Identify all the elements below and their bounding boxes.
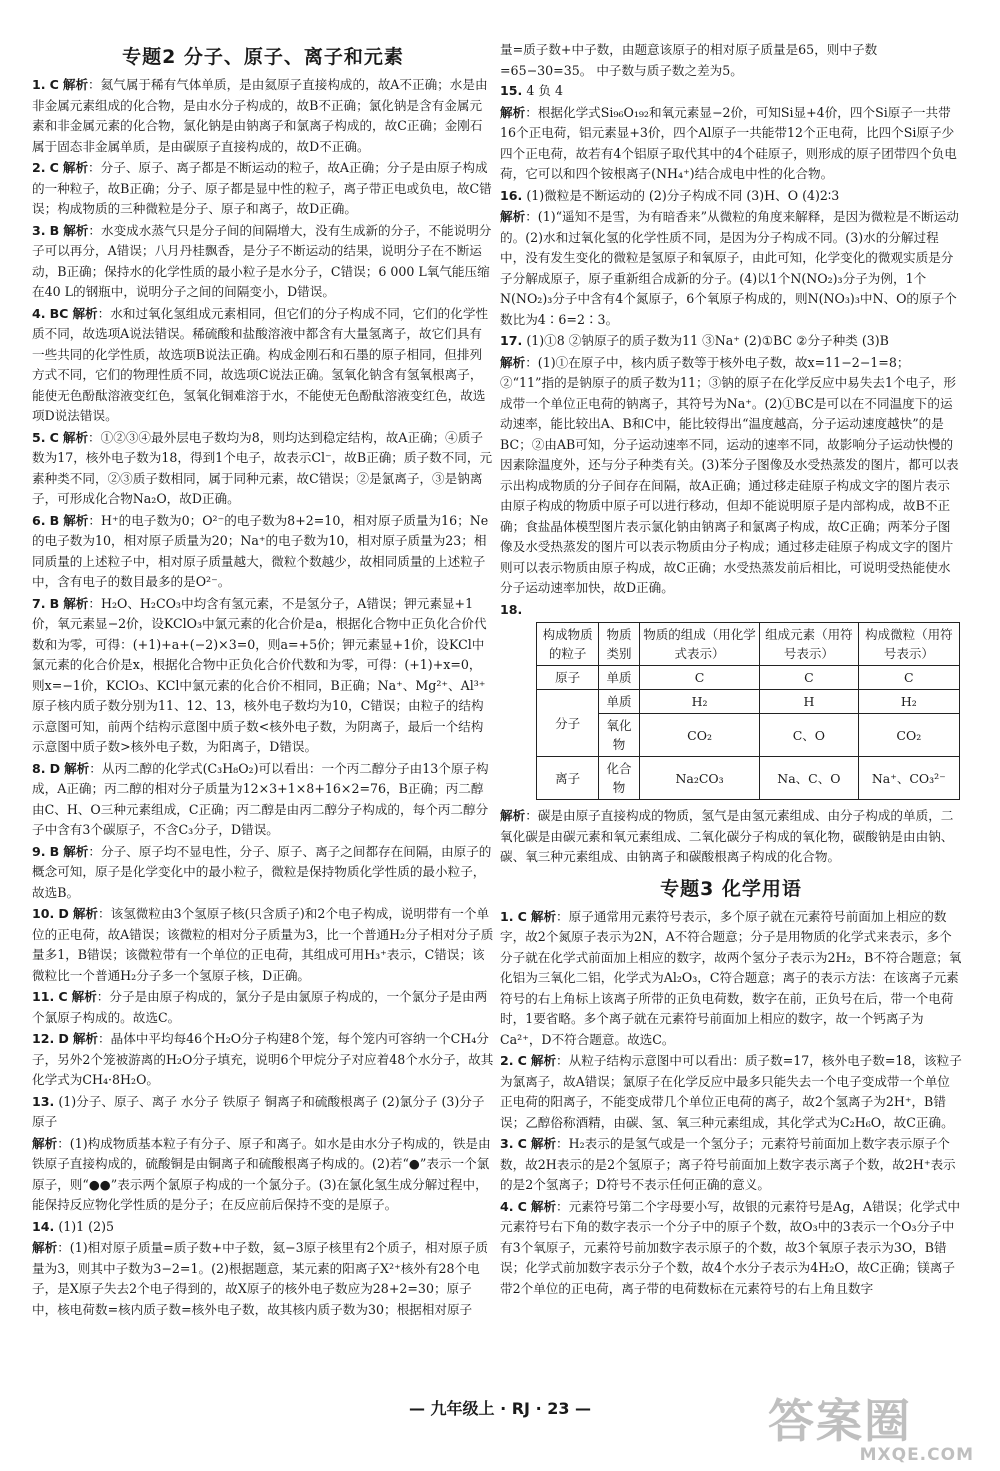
text: ：碳是由原子直接构成的物质，氢气是由氢元素组成、由分子构成的单质，二氧化碳是由碳元素和氧元素组成、二氧化碳分子构成的氧化物，碳酸钠是由由钠、碳、氧三种元素组成、由钠离子和碳酸根离子构成的化合物。	[500, 808, 954, 864]
table-header-cell: 物质的组成（用化学式表示）	[639, 623, 759, 666]
answer-item	[32, 904, 494, 986]
answer-text: 4 负 4	[526, 83, 563, 98]
table-cell: 原子	[537, 666, 599, 690]
question-number: 11.	[32, 989, 55, 1004]
question-number: 1.	[32, 77, 46, 92]
answer-item	[32, 759, 494, 841]
answer-choice: B	[49, 595, 60, 611]
answer-text: ：分子是由原子构成的，氯分子是由氯原子构成的，一个氯分子是由两个氯原子构成的。故选C。	[32, 989, 488, 1025]
answer-text: ：(1)相对原子质量=质子数+中子数，氦−3原子核里有2个质子，相对原子质量为3，则其中子数为3−2=1。(2)根据题意，某元素的阳离子X²⁺核外有28个电子，是X原子失去2个电子得到的，故X原子的核外电子数应为28+2=30；原子中，核电荷数=核内质子数=核外电子数，故其核内质子数为30；根据相对原子	[32, 1240, 488, 1317]
q18-explanation	[500, 806, 962, 868]
question-number: 14.	[32, 1218, 55, 1234]
answer-item	[32, 594, 494, 758]
analysis-label: 解析	[32, 1240, 58, 1255]
answer-text: ：H₂O、H₂CO₃中均含有氢元素，不是氢分子，A错误；钾元素显+1价，氧元素显−2价，设KClO₃中氯元素的化合价是a，根据化合物中正负化合价代数和为零，可得：(+1)+a+(−2)×3=0，则a=+5价；钾元素显+1价，设KCl中氯元素的化合价是x，根据化合物中正负化合价代数和为零，可得：(+1)+x=0，则x=−1价，KClO₃、KCl中氯元素的化合价不相同，B正确；Na⁺、Mg²⁺、Al³⁺原子核内质子数分别为11、12、13，核外电子数均为10，C错误；由粒子的结构示意图可知，前两个结构示意图中质子数<核外电子数，为阴离子，最后一个结构示意图中质子数>核外电子数，为阳离子，D错误。	[32, 595, 487, 754]
answer-choice: C	[517, 908, 527, 924]
answer-text: (1)1 (2)5	[58, 1218, 115, 1234]
answer-item	[500, 600, 962, 621]
answer-item	[500, 103, 962, 185]
answer-item	[32, 1029, 494, 1091]
table-header-cell: 构成物质的粒子	[537, 623, 599, 666]
answer-item	[500, 186, 962, 207]
question-number: 15.	[500, 83, 523, 98]
watermark-url: MXQE.COM	[859, 1445, 974, 1465]
answer-item	[500, 331, 962, 352]
question-number: 12.	[32, 1031, 55, 1046]
answer-text: ：氦气属于稀有气体单质，是由氦原子直接构成的，故A不正确；水是由非金属元素组成的化合物，是由水分子构成的，故B不正确；氯化钠是含有金属元素和非金属元素的化合物，氯化钠是由钠离子和氯离子构成的，故C正确；金刚石属于固态非金属单质，是由碳原子直接构成的，故D不正确。	[32, 77, 488, 154]
answer-item	[32, 75, 494, 157]
answer-item	[32, 1217, 494, 1238]
question-number: 4.	[500, 1198, 514, 1214]
table-cell: C、O	[760, 714, 858, 757]
answer-choice: D	[49, 760, 61, 776]
answer-text: ：分子、原子、离子都是不断运动的粒子，故A正确；分子是由原子构成的一种粒子，故B正确；分子、原子都是显中性的粒子，离子带正电或负电，故C错误；构成物质的三种微粒是分子、原子和离子，故D正确。	[32, 160, 492, 216]
question-number: 18.	[500, 601, 523, 617]
analysis-label: 解析	[500, 354, 526, 370]
section-title-3: 专题3 化学用语	[660, 877, 802, 900]
table-cell: CO₂	[639, 714, 759, 757]
page-footer: — 九年级上 · RJ · 23 —	[408, 1399, 592, 1418]
analysis-label: 解析	[63, 222, 89, 238]
answer-item	[32, 1134, 494, 1216]
analysis-label: 解析	[530, 1053, 557, 1068]
answer-item	[32, 1238, 494, 1320]
answer-choice: B	[49, 843, 60, 859]
answer-item	[32, 158, 494, 220]
answer-item	[32, 842, 494, 904]
answer-choice: BC	[49, 305, 69, 321]
answer-choice: C	[517, 1198, 527, 1214]
watermark-logo	[768, 1385, 978, 1465]
answer-text: ：该氢微粒由3个氢原子核(只含质子)和2个电子构成，说明带有一个单位的正电荷，故A错误；该微粒的相对分子质量为3，比一个普通H₂分子相对分子质量多1，B错误；该微粒带有一个单位的正电荷，其组成可用H₃⁺表示，C错误；该微粒比一个普通H₂分子多一个氢原子核，D正确。	[32, 906, 494, 983]
analysis-label: 解析	[72, 906, 98, 921]
answer-text: (1)微粒是不断运动的 (2)分子构成不同 (3)H、O (4)2∶3	[526, 187, 840, 203]
question-number: 5.	[32, 429, 46, 445]
analysis-label: 解析	[71, 989, 97, 1004]
analysis-label: 解析	[64, 760, 90, 776]
answer-text: ：晶体中平均每46个H₂O分子构建8个笼，每个笼内可容纳一个CH₄分子，另外2个笼被游离的H₂O分子填充，说明6个甲烷分子对应着48个水分子，故其化学式为CH₄·8H₂O。	[32, 1031, 494, 1087]
table-cell: Na、C、O	[760, 757, 858, 800]
question-number: 1.	[500, 908, 514, 924]
answer-choice: B	[49, 512, 60, 528]
table-cell: Na⁺、CO₃²⁻	[858, 757, 959, 800]
answer-item	[32, 428, 494, 510]
table-cell: C	[639, 666, 759, 690]
table-cell: C	[760, 666, 858, 690]
table-row	[537, 690, 960, 714]
answer-text: ：原子通常用元素符号表示，多个原子就在元素符号前面加上相应的数字，故2个氮原子表示为2N，A不符合题意；分子是用物质的化学式来表示，多个分子就在化学式前面加上相应的数字，故两个氢分子表示为2H₂，B不符合题意；氧化铝为三氧化二铝，化学式为Al₂O₃，C符合题意；离子的表示方法：在该离子元素符号的右上角标上该离子所带的正负电荷数，数字在前，正负号在后，带一个电荷时，1要省略。多个离子就在元素符号前面加上相应的数字，故一个钙离子为Ca²⁺，D不符合题意。故选C。	[500, 908, 962, 1047]
answer-text: ：分子、原子均不显电性，分子、原子、离子之间都存在间隔，由原子的概念可知，原子是化学变化中的最小粒子，微粒是保持物质化学性质的最小粒子，故选B。	[32, 843, 492, 900]
analysis-label: 解析	[62, 77, 89, 92]
question-number: 16.	[500, 187, 523, 203]
table-cell: 分子	[537, 690, 599, 757]
answer-text: ：根据化学式Si₉₆O₁₉₂和氧元素显−2价，可知Si显+4价，四个Si原子一共带16个正电荷，铝元素显+3价，四个Al原子一共能带12个正电荷，比四个Si原子少四个正电荷，故若有4个铝原子取代其中的4个硅原子，则形成的原子团带四个负电荷，它可以和四个铵根离子(NH₄⁺)结合成电中性的化合物。	[500, 104, 957, 181]
continuation-text: 量=质子数+中子数，由题意该原子的相对原子质量是65，则中子数=65−30=35。 中子数与质子数之差为5。	[500, 42, 878, 78]
table-cell: H₂	[639, 690, 759, 714]
table-cell: 离子	[537, 757, 599, 800]
answer-text: ：H⁺的电子数为0；O²⁻的电子数为8+2=10，相对原子质量为16；Ne的电子数为10，相对原子质量为20；Na⁺的电子数为10，相对原子质量为23；相同质量的上述粒子中，相对原子质量越大，微粒个数越少，故相同质量的上述粒子中，含有电子的数目最多的是O²⁻。	[32, 512, 489, 589]
analysis-label: 解析	[530, 1198, 557, 1214]
question-number: 10.	[32, 906, 55, 921]
right-column	[500, 40, 962, 1300]
table-cell: H₂	[858, 690, 959, 714]
table-cell: C	[858, 666, 959, 690]
table-header-cell: 构成微粒（用符号表示）	[858, 623, 959, 666]
answer-item	[500, 907, 962, 1051]
answer-text: (1)①8 ②钠原子的质子数为11 ③Na⁺ (2)①BC ②分子种类 (3)B	[526, 333, 889, 348]
watermark-text: 答案圈	[768, 1394, 912, 1448]
table-cell: H	[760, 690, 858, 714]
answer-item	[500, 1051, 962, 1133]
answer-text: ：元素符号第二个字母要小写，故银的元素符号是Ag，A错误；化学式中元素符号右下角的数字表示一个分子中的原子个数，故O₃中的3表示一个O₃分子中有3个氧原子，元素符号前加数字表示原子的个数，故3个氧原子表示为3O，B错误；化学式前加数字表示分子个数，故4个水分子表示为4H₂O，故C正确；镁离子带2个单位的正电荷，离子带的电荷数标在元素符号的右上角且数字	[500, 1198, 961, 1296]
left-answer-list	[32, 75, 494, 1320]
answer-item	[32, 304, 494, 427]
question-number: 17.	[500, 333, 523, 348]
question-number: 6.	[32, 512, 46, 528]
table-header-cell: 组成元素（用符号表示）	[760, 623, 858, 666]
answer-item	[500, 1134, 962, 1196]
table-cell: 化合物	[599, 757, 640, 800]
right-answer-list-a	[500, 81, 962, 620]
question-number: 7.	[32, 595, 46, 611]
answer-choice: C	[58, 989, 68, 1004]
analysis-label: 解析	[530, 908, 557, 924]
question-number: 3.	[32, 222, 46, 238]
answer-item	[500, 1197, 962, 1300]
answer-item	[32, 511, 494, 593]
answer-item	[32, 221, 494, 303]
question-number: 8.	[32, 760, 46, 776]
analysis-label: 解析	[72, 1031, 98, 1046]
answer-text: (1)分子、原子、离子 水分子 铁原子 铜离子和硫酸根离子 (2)氯分子 (3)分子 原子	[32, 1093, 485, 1129]
question-number: 4.	[32, 305, 46, 321]
table-row	[537, 714, 960, 757]
answer-item	[32, 987, 494, 1028]
analysis-label: 解析	[63, 595, 89, 611]
table-header-row	[537, 623, 960, 666]
answer-choice: C	[49, 160, 59, 175]
analysis-label: 解析	[62, 429, 89, 445]
analysis-label: 解析	[530, 1136, 557, 1151]
right-answer-list-b	[500, 907, 962, 1300]
table-row	[537, 666, 960, 690]
table-cell: CO₂	[858, 714, 959, 757]
question-number: 2.	[500, 1053, 514, 1068]
analysis-label: 解析	[500, 104, 526, 120]
answer-text: ：(1)①在原子中，核内质子数等于核外电子数，故x=11−2−1=8；②“11”指的是钠原子的质子数为11；③钠的原子在化学反应中易失去1个电子，形成带一个单位正电荷的钠离子，其符号为Na⁺。(2)①BC是可以在不同温度下的运动速率，能比较出A、B和C中，能比较得出“温度越高，分子运动速度越快”的是BC；②由AB可知，分子运动速率不同，运动的速率不同，故影响分子运动快慢的因素除温度外，还与分子种类有关。(3)苯分子图像及水受热蒸发的图片，都可以表示出构成物质的分子间存在间隔，故A正确；通过移走硅原子构成文字的图片表示由原子构成的物质中原子可以进行移动，但却不能说明原子是内部构成，故B不正确；食盐晶体模型图片表示氯化钠由钠离子和氯离子构成，故C正确；两苯分子图像及水受热蒸发的图片可以表示物质由分子构成；通过移走硅原子构成文字的图片则可以表示物质由原子构成，故C正确；水受热蒸发前后相比，可说明受热能使水分子运动速率加快，故D正确。	[500, 354, 959, 595]
label: 解析	[500, 808, 526, 823]
answer-choice: C	[49, 429, 59, 445]
answer-choice: C	[49, 77, 59, 92]
answer-text: ：①②③④最外层电子数均为8，则均达到稳定结构，故A正确；④质子数为17，核外电子数为18，得到1个电子，故表示Cl⁻，故B正确；质子数不同，元素种类不同，②③质子数相同，属于同种元素，故C错误；②是氯离子，③是钠离子，可形成化合物Na₂O，故D正确。	[32, 429, 493, 506]
answer-text: ：(1)构成物质基本粒子有分子、原子和离子。如水是由水分子构成的，铁是由铁原子直接构成的，硫酸铜是由铜离子和硫酸根离子构成的。(2)若“●”表示一个氯原子，则“●●”表示两个氯原子构成的一个氯分子。(3)在氯化氢生成分解过程中，能保持反应物化学性质的是分子；在反应前后保持不变的是原子。	[32, 1135, 491, 1212]
analysis-label: 解析	[63, 512, 89, 528]
answer-text: ：水和过氧化氢组成元素相同，但它们的分子构成不同，它们的化学性质不同，故选项A说法错误。稀硫酸和盐酸溶液中都含有大量氢离子，故它们具有一些共同的化学性质，故选项B说法正确。构成金刚石和石墨的原子相同，但排列方式不同，它们的物理性质不同，故选项C说法正确。氢氧化钠含有氢氧根离子，能使无色酚酞溶液变红色，氢氧化铜难溶于水，不能使无色酚酞溶液变红色，故选项D说法错误。	[32, 305, 489, 423]
answer-text: ：H₂表示的是氢气或是一个氢分子；元素符号前面加上数字表示原子个数，故2H表示的是2个氢原子；离子符号前面加上数字表示离子个数，故2H⁺表示的是2个氢离子；D符号不表示任何正确的意义。	[500, 1136, 956, 1192]
analysis-label: 解析	[32, 1135, 58, 1151]
table-row	[537, 757, 960, 800]
table-header-cell: 物质类别	[599, 623, 640, 666]
section-title-2: 专题2 分子、原子、离子和元素	[122, 46, 404, 68]
answer-choice: D	[58, 1031, 69, 1046]
table-cell: 单质	[599, 690, 640, 714]
answer-text: ：从丙二醇的化学式(C₃H₈O₂)可以看出：一个丙二醇分子由13个原子构成，A正确；丙二醇的相对分子质量为12×3+1×8+16×2=76，B正确；丙二醇由C、H、O三种元素组成，C正确；丙二醇是由丙二醇分子构成的，每个丙二醇分子中含有3个碳原子，不含C₃分子，D错误。	[32, 760, 489, 837]
answer-text: ：(1)“遥知不是雪，为有暗香来”从微粒的角度来解释，是因为微粒是不断运动的。(2)水和过氧化氢的化学性质不同，是因为分子构成不同。(3)水的分解过程中，没有发生变化的微粒是氢原子和氧原子，由此可知，化学变化的微观实质是分子分解成原子，原子重新组合成新的分子。(4)以1个N(NO₂)₃分子为例，1个N(NO₂)₃分子中含有4个氮原子，6个氧原子构成的，则N(NO₃)₃中N、O的原子个数比为4∶6=2∶3。	[500, 209, 959, 327]
table-cell: 氧化物	[599, 714, 640, 757]
question-number: 2.	[32, 160, 46, 175]
question-number: 13.	[32, 1093, 55, 1109]
analysis-label: 解析	[62, 160, 89, 175]
answer-choice: C	[517, 1053, 527, 1068]
question-number: 9.	[32, 843, 46, 859]
answer-text: ：从粒子结构示意图中可以看出：质子数=17，核外电子数=18，该粒子为氯离子，故A错误；氯原子在化学反应中最多只能失去一个电子变成带一个单位正电荷的阳离子，不能变成带几个单位正电荷的离子，故2个氢离子为2H⁺，B错误；乙醇俗称酒精，由碳、氢、氧三种元素组成，其化学式为C₂H₆O，故C正确。	[500, 1053, 962, 1130]
table-cell: Na₂CO₃	[639, 757, 759, 800]
q18-table	[536, 622, 960, 800]
analysis-label: 解析	[63, 843, 89, 859]
answer-item	[500, 207, 962, 330]
answer-choice: C	[517, 1136, 527, 1151]
answer-item	[500, 353, 962, 599]
analysis-label: 解析	[72, 305, 98, 321]
analysis-label: 解析	[500, 209, 526, 224]
table-cell: 单质	[599, 666, 640, 690]
answer-item	[32, 1092, 494, 1133]
answer-item	[500, 81, 962, 102]
answer-text: ：水变成水蒸气只是分子间的间隔增大，没有生成新的分子，不能说明分子可以再分，A错误；八月丹桂飘香，是分子不断运动的结果，说明分子在不断运动，B正确；保持水的化学性质的最小粒子是水分子，C错误；6 000 L氧气能压缩在40 L的钢瓶中，说明分子之间的间隔变小，D错误。	[32, 222, 492, 299]
left-column	[32, 40, 494, 1321]
question-number: 3.	[500, 1136, 514, 1151]
answer-choice: B	[49, 222, 60, 238]
answer-choice: D	[58, 906, 69, 921]
